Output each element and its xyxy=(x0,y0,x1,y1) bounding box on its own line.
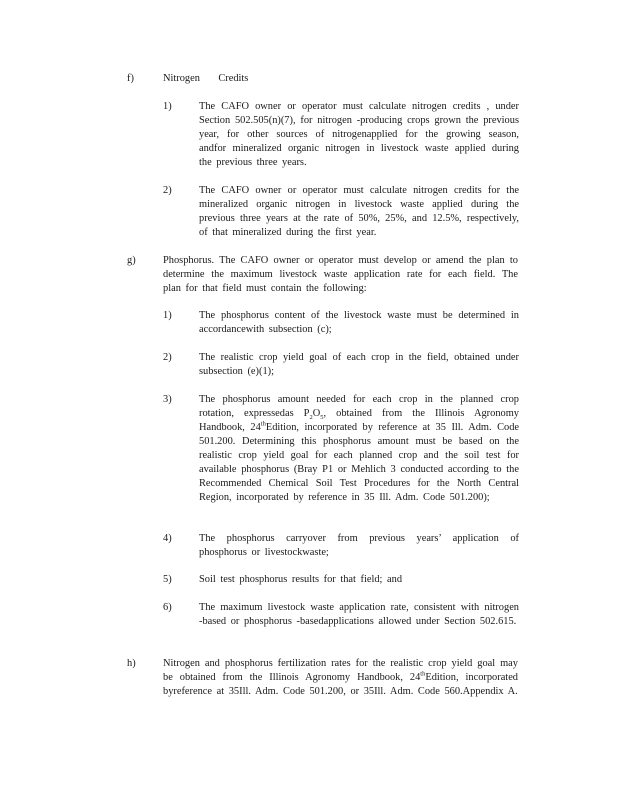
section-letter: g) xyxy=(127,255,136,266)
section-text: Nitrogen and phosphorus fertilization rates for the realistic crop yield goal may be obtained from the Illinois Agronomy Handbook, 24thEdition, incorporated byreference at 35Ill. Adm. Code 501.200, or 35Ill. Adm. Code 560.Appendix A. xyxy=(163,658,519,697)
item-text: The realistic crop yield goal of each crop in the field, obtained under subsection (e)(1); xyxy=(199,352,519,377)
item-number: 2) xyxy=(163,185,172,196)
section-text: Phosphorus. The CAFO owner or operator must develop or amend the plan to determine the maximum livestock waste application rate for each field. The plan for that field must contain the following: xyxy=(163,255,518,294)
item-number: 6) xyxy=(163,602,172,613)
item-number: 1) xyxy=(163,101,172,112)
section-heading: Nitrogen Credits xyxy=(163,73,249,84)
item-number: 4) xyxy=(163,533,172,544)
item-number: 5) xyxy=(163,574,172,585)
item-text: The phosphorus amount needed for each crop in the planned crop rotation, expressedas $P_2O_5$, obtained from the Illinois Agronomy Handbook, 24thEdition, incorporated by reference at 35 Ill. Adm. Code 501.200. Determining this phosphorus amount must be based on the realistic crop yield goal for each planned crop and the soil test for available phosphorus (Bray P1 or Mehlich 3 conducted according to the Recommended Chemical Soil Test Procedures for the North Central Region, incorporated by reference in 35 Ill. Adm. Code 501.200); xyxy=(199,394,520,503)
section-letter: f) xyxy=(127,73,134,84)
item-text: The CAFO owner or operator must calculate nitrogen credits , under Section 502.505(n)(7), for nitrogen -producing crops grown the previous year, for other sources of nitrogenapplied for the growing season, andfor mineralized organic nitrogen in livestock waste applied during the previous three years. xyxy=(199,101,519,168)
item-number: 3) xyxy=(163,394,172,405)
item-text: The CAFO owner or operator must calculate nitrogen credits for the mineralized organic nitrogen in livestock waste applied during the previous three years at the rate of 50%, 25%, and 12.5%, respectively, of that mineralized during the first year. xyxy=(199,185,519,238)
item-text: Soil test phosphorus results for that field; and xyxy=(199,574,403,585)
item-text: The phosphorus content of the livestock waste must be determined in accordancewith subsection (c); xyxy=(199,310,519,335)
item-number: 2) xyxy=(163,352,172,363)
item-number: 1) xyxy=(163,310,172,321)
item-text: The maximum livestock waste application rate, consistent with nitrogen -based or phosphorus -basedapplications allowed under Section 502.615. xyxy=(199,602,519,627)
section-letter: h) xyxy=(127,658,136,669)
item-text: The phosphorus carryover from previous years’ application of phosphorus or livestockwaste; xyxy=(199,533,519,558)
